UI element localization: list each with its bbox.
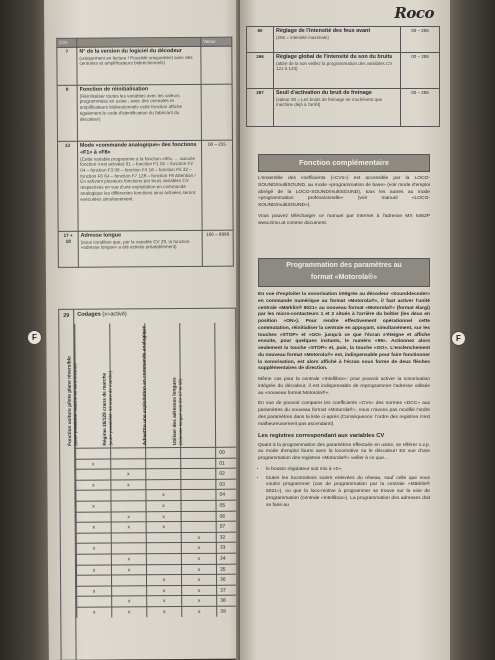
table-row: [247, 89, 440, 127]
codes-grid-cell: x: [76, 564, 111, 575]
codes-grid-cell: x: [145, 500, 180, 511]
row-title: Réglage de l'intensité des feux avant: [276, 28, 371, 34]
column-header-text: [172, 327, 183, 445]
cv-table-left: [56, 37, 234, 268]
codes-grid-cell: [76, 596, 111, 607]
codes-grid-cell: [110, 500, 145, 511]
codes-grid-value: 39: [216, 606, 237, 617]
codes-grid-cell: x: [110, 468, 145, 479]
codes-grid-cell: x: [146, 521, 181, 532]
cv-number: 287: [247, 89, 274, 127]
codes-grid-cell: [180, 489, 215, 500]
codes-grid-cell: [146, 542, 181, 553]
list-item: • le bouton régulateur soit mis à «0».: [266, 467, 430, 474]
cv-description: [77, 84, 201, 141]
cv-value: 00 – 255: [401, 89, 440, 127]
codes-title-note: (x=activé): [102, 311, 127, 318]
codes-grid-value: 07: [216, 521, 237, 532]
cv-description: [274, 27, 401, 53]
codes-grid-cell: x: [181, 563, 216, 574]
cv-number: 13: [57, 141, 78, 231]
paragraph: En vue de pouvoir comparer les coefficients «CVs» des normes «DCC» aux paramètres du nouveau format «Motorola®», nous n'avons pas modifié l'ordre des paramètres dans la liste ci-après (Conséquence: l'ordre des registres n'est malheureusement pas ascendant!).: [258, 401, 430, 427]
codes-grid-cell: [76, 554, 111, 565]
roco-logo: Roco: [394, 4, 434, 22]
column-header-title: Régime 28/128 crans de marche: [102, 372, 109, 446]
codes-grid-cell: [111, 543, 146, 554]
codes-grid-value: 02: [215, 468, 236, 479]
header-cv: CVs: [57, 38, 77, 47]
codes-grid-cell: x: [181, 532, 216, 543]
codes-grid-cell: [110, 447, 145, 458]
codes-grid-cell: [75, 448, 110, 459]
paragraph: En vue d'exploiter la sonorisation intégrée au décodeur «Sounddecoder» en commande numérique au format «Motorola®», il faut activer l'unité centrale «Märklin® 6021» au nouveau format «Motorola®» (format élargi) par les micro-contacteurs 1 et 2 situés à l'arrière du boîtier (les deux en position «ON»). Pour rendre effectivement opérationnel cette commutation, réinitialiser la centrale en appuyant, simultanément, sur les touches «STOP» et «GO» jusqu'à ce que l'écran s'éteigne et affiche ensuite, pour quelques instants, le numéro «99». Actionnez alors seulement la touche «STOP» et, puis, la touche «GO». L'enclenchement du nouveau format «Motorola®» est, indispensable pour faire fonctionner la sonorisation, est alors affiché à l'écran sous forme de deux flèches supplémentaires de direction.: [258, 292, 430, 372]
row-title: Mode «commande analogique» des fonctions «F1» à «F8»: [79, 141, 197, 156]
cv-number: 7: [57, 47, 77, 85]
codes-table: [58, 308, 238, 660]
registers-heading: Les registres correspondant aux variables CV: [258, 432, 385, 439]
column-header-note: (autre possibilité: marche en sens inverse): [72, 363, 79, 446]
codes-grid-value: 32: [216, 531, 237, 542]
table-row: [247, 53, 440, 89]
codes-grid-value: 05: [215, 500, 236, 511]
row-title: N° de la version du logiciel du décodeur: [79, 48, 182, 55]
column-header-text: [67, 328, 78, 446]
right-background-edge: [443, 0, 495, 660]
row-text: (Réinitialiser toutes les variables avec les valeurs programmées en usine ; avec des centrales et amplificateurs bidirectionnels cette fonction affiche également le code d'identification du fabricant du décodeur): [79, 92, 183, 122]
row-text: (valeur 00 = Les bruits de freinage ne s'achèvent que machine déjà à l'arrêt): [276, 96, 383, 108]
codes-grid-cell: x: [111, 596, 146, 607]
codes-value-column-header: [214, 323, 236, 447]
column-header-title: Utiliser des adresses longues: [172, 377, 179, 446]
codes-grid-cell: x: [146, 574, 181, 585]
column-header-title: Admettre une exploitation en commande analogique: [142, 325, 149, 446]
row-title: Réglage global de l'intensité du son du bruits: [276, 54, 393, 60]
codes-grid-value: 04: [215, 489, 236, 500]
codes-title-text: Codages: [77, 311, 101, 318]
codes-grid-cell: [111, 532, 146, 543]
codes-grid-cell: [146, 532, 181, 543]
codes-grid-value: 38: [216, 595, 237, 606]
codes-grid-value: 06: [216, 510, 237, 521]
codes-grid-cell: [110, 490, 145, 501]
table-row: [57, 140, 233, 231]
codes-grid-cell: x: [146, 585, 181, 596]
cv-description: [77, 46, 201, 85]
codes-grid-cell: x: [146, 511, 181, 522]
codes-grid-cell: [145, 447, 180, 458]
row-title: Fonction de réinitialisation: [79, 86, 149, 93]
codes-grid-value: 35: [216, 563, 237, 574]
codes-title: [77, 311, 127, 317]
codes-grid-value: 01: [215, 457, 236, 468]
codes-grid-cell: [145, 479, 180, 490]
codes-grid-cell: [180, 500, 215, 511]
codes-grid-cell: x: [181, 553, 216, 564]
cv-value: 00 – 255: [201, 140, 233, 230]
codes-grid-cell: x: [75, 479, 110, 490]
column-header-text: [102, 328, 113, 446]
codes-grid-value: 33: [216, 542, 237, 553]
table-row: [57, 46, 232, 85]
codes-grid-cell: x: [76, 607, 111, 618]
language-tab-f-right: F: [451, 331, 466, 346]
cv-value: [201, 84, 232, 140]
paragraph: L'ensemble des coefficients («CVs») est accessible par la LOCO-SOUND/multiSOUND, au mode «programmation de base» (voir mode d'emploi abrégé de la LOCO-SOUND/multiSOUND), tous les autres au mode «programmation professionnelle» (voir manuel «LOCO-SOUND/multiSOUND»).: [258, 176, 430, 209]
codes-grid-value: 36: [216, 574, 237, 585]
codes-grid-value: 00: [215, 447, 236, 458]
section-heading-complement: Fonction complémentaire: [258, 154, 430, 172]
codes-grid-cell: x: [146, 595, 181, 606]
codes-grid-cell: x: [111, 564, 146, 575]
cv-value: 100 – 9999: [202, 230, 233, 266]
table-row: [57, 84, 232, 141]
bullet-list: [258, 467, 430, 510]
column-header-text: [142, 327, 148, 445]
codes-grid-cell: [145, 458, 180, 469]
row-text: (Cette variable programme à la fonction «00», ... aucune fonction n'est activée) 01 – fonction F1 02 – fonction F2 04 – fonction F3 08 – fonction F4 16 – fonction F5 32 – fonction F6 64 – fonction F7 128 – fonction F8 Attention ! En activant plusieurs fonctions par leurs variables CV respectives en vue d'une exploitation en commande analogique les différentes fonctions ainsi activées seront exécutées simultanément.: [80, 155, 196, 202]
cv-number: 266: [247, 53, 274, 89]
cv-value: 00 – 255: [401, 27, 440, 53]
heading-line: Programmation des paramètres au: [286, 262, 402, 269]
codes-grid-cell: [146, 553, 181, 564]
cv-value: 00 – 255: [401, 53, 440, 89]
cv-number: 29: [59, 310, 76, 660]
cv-description: [78, 230, 202, 267]
codes-grid-cell: [75, 469, 110, 480]
codes-grid-cell: [110, 458, 145, 469]
cv-value: [201, 46, 232, 84]
row-text: (255 = intensité maximale): [276, 34, 329, 40]
codes-grid-cell: x: [111, 521, 146, 532]
codes-grid-cell: x: [76, 543, 111, 554]
paragraph: Même cas pour la centrale «Intellibox»: pour pouvoir activer la sonorisation intégrée du décodeur, il est indispensable de reprogrammer l'adresse utilisée au «nouveau format Motorola®».: [258, 377, 430, 396]
codes-grid-cell: x: [111, 553, 146, 564]
cv-description: [77, 140, 202, 231]
codes-grid-cell: x: [75, 501, 110, 512]
codes-grid-cell: x: [111, 606, 146, 617]
codes-grid-cell: x: [146, 606, 181, 617]
column-header-title: Fonction voiture pilote plane réversible: [67, 356, 74, 446]
codes-grid-cell: x: [181, 542, 216, 553]
cv-number: 60: [247, 27, 274, 53]
cv-description: [274, 89, 401, 127]
column-header-note: (autre possibilité: 14 crans de marche): [107, 370, 114, 446]
codes-grid-cell: x: [76, 585, 111, 596]
motorola-text: [258, 292, 430, 511]
codes-grid-cell: x: [75, 458, 110, 469]
codes-grid-cell: [76, 532, 111, 543]
list-item: • toutes les locomotives soient enlevées du réseau, sauf celle que vous voulez programmer (cas de programmation par la centrale «Märklin® 6021»), ou que la loco-motive à programmer se trouve sur la voie de programmation (centrale «Intellibox»). La programmation des adresses doit se faire au: [266, 476, 430, 510]
codes-grid-cell: [180, 447, 215, 458]
codes-grid-cell: x: [145, 489, 180, 500]
codes-grid-cell: [181, 510, 216, 521]
codes-grid-cell: [76, 511, 111, 522]
codes-grid-value: 37: [216, 584, 237, 595]
cv-description: [274, 53, 401, 89]
heading-line: format «Motorola®»: [310, 274, 378, 281]
codes-grid-value: 03: [215, 478, 236, 489]
codes-grid-cell: x: [181, 585, 216, 596]
header-value: Valeur: [201, 37, 232, 46]
column-header-note: (Adresse longue voir CV 17 et 18): [177, 378, 184, 446]
table-row: [58, 230, 233, 267]
row-title: Adresse longue: [80, 232, 122, 239]
codes-grid-cell: [180, 468, 215, 479]
codes-grid-cell: [111, 574, 146, 585]
left-page: [44, 0, 245, 660]
right-page: [240, 0, 450, 660]
codes-column-header: [102, 323, 149, 447]
codes-grid-cell: x: [181, 595, 216, 606]
cv-number: 17 + 18: [58, 231, 78, 267]
codes-column-header: [172, 323, 216, 447]
codes-grid-cell: x: [110, 479, 145, 490]
codes-grid-cell: x: [181, 574, 216, 585]
left-background-edge: [0, 0, 48, 660]
row-text: (attire de la son veillez la programmation des variables CV 121 à 123): [276, 60, 393, 72]
codes-grid-cell: x: [76, 522, 111, 533]
section-heading-motorola: [258, 258, 430, 287]
codes-grid-cell: x: [111, 511, 146, 522]
codes-grid-cell: [180, 479, 215, 490]
paragraph: Vous pouvez télécharger ce manuel par Internet à l'adresse MX 6462P www.zimo.at comme document.: [258, 213, 430, 226]
cv-table-right: [246, 26, 440, 127]
paragraph: Quant à la programmation des paramètres effectuée en usine, se référer s.v.p. au mode d'emploi fourni avec la locomotive ou le décodeur! En vue d'une programmation des registres «Motorola®» veiller à ce que…: [258, 442, 430, 462]
codes-grid-value: 34: [216, 553, 237, 564]
row-text: (uniquement en lecture ! Possible uniquement avec des centrales et amplificateurs bidirectionnels): [79, 54, 193, 67]
row-text: (sous condition que, par la variable CV 29, la fonction «adresse longue» a été activée préalablement): [80, 238, 190, 251]
codes-grid-cell: [75, 490, 110, 501]
codes-grid-cell: [76, 575, 111, 586]
cv-number: 8: [57, 85, 77, 141]
complement-text: [258, 176, 430, 231]
language-tab-f-left: F: [27, 330, 42, 345]
row-title: Seuil d'activation du bruit de freinage: [276, 90, 372, 96]
codes-grid-cell: [146, 564, 181, 575]
codes-grid-cell: [181, 521, 216, 532]
codes-grid-cell: [180, 457, 215, 468]
codes-grid-cell: [145, 468, 180, 479]
table-row: [247, 27, 440, 53]
codes-grid-cell: [111, 585, 146, 596]
codes-grid-cell: x: [181, 606, 216, 617]
